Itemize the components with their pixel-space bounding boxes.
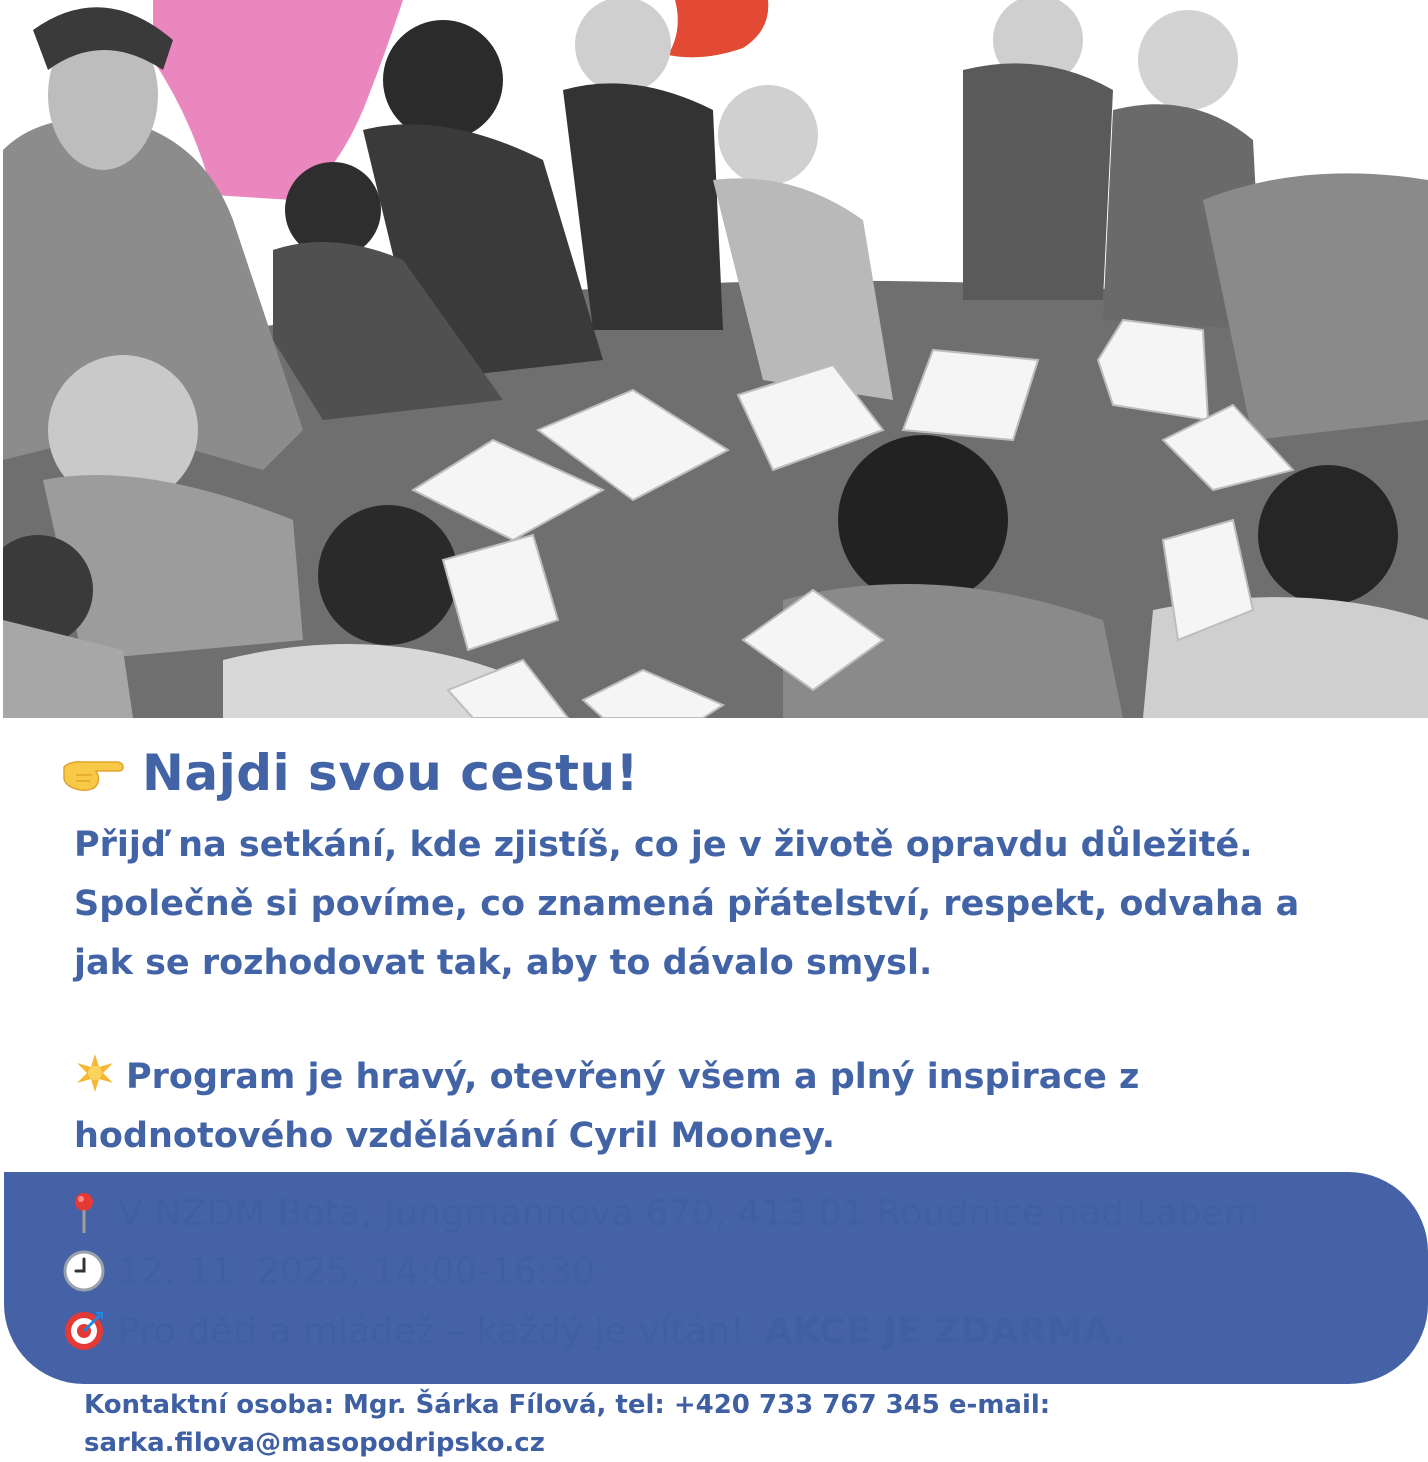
pointing-hand-icon bbox=[62, 753, 124, 793]
pin-icon bbox=[62, 1191, 106, 1235]
time-row bbox=[62, 1246, 595, 1296]
free-event-label: AKCE JE ZDARMA. bbox=[764, 1310, 1126, 1352]
program-line-2: hodnotového vzdělávání Cyril Mooney. bbox=[74, 1116, 835, 1156]
headline bbox=[62, 738, 639, 808]
children-circle-illustration bbox=[3, 0, 1428, 718]
intro-paragraph bbox=[74, 816, 1394, 993]
contact-email[interactable]: sarka.filova@masopodripsko.cz bbox=[84, 1428, 545, 1458]
program-paragraph bbox=[74, 1048, 1394, 1166]
audience-text: Pro děti a mládež – každý je vítán! bbox=[118, 1310, 745, 1352]
contact-line: Kontaktní osoba: Mgr. Šárka Fílová, tel: +420 733 767 345 e-mail: bbox=[84, 1390, 1051, 1420]
intro-line: Přijď na setkání, kde zjistíš, co je v životě opravdu důležité. bbox=[74, 825, 1253, 865]
time-text: 12. 11. 2025, 14:00-16:30 bbox=[118, 1250, 596, 1292]
headline-title: Najdi svou cestu! bbox=[142, 744, 639, 802]
sparkle-star-icon bbox=[74, 1052, 116, 1094]
clock-icon bbox=[62, 1249, 106, 1293]
event-photo bbox=[3, 0, 1428, 718]
program-line-1: Program je hravý, otevřený všem a plný inspirace z bbox=[126, 1057, 1140, 1097]
audience-row bbox=[62, 1306, 1125, 1356]
location-row bbox=[62, 1188, 1259, 1238]
contact-info bbox=[84, 1386, 1404, 1462]
intro-line: jak se rozhodovat tak, aby to dávalo smysl. bbox=[74, 943, 933, 983]
target-icon bbox=[62, 1309, 106, 1353]
location-text: V NZDM Bota, Jungmannova 670, 413 01 Roudnice nad Labem bbox=[118, 1192, 1260, 1234]
program-line bbox=[74, 1048, 1394, 1107]
intro-line: Společně si povíme, co znamená přátelství, respekt, odvaha a bbox=[74, 884, 1300, 924]
